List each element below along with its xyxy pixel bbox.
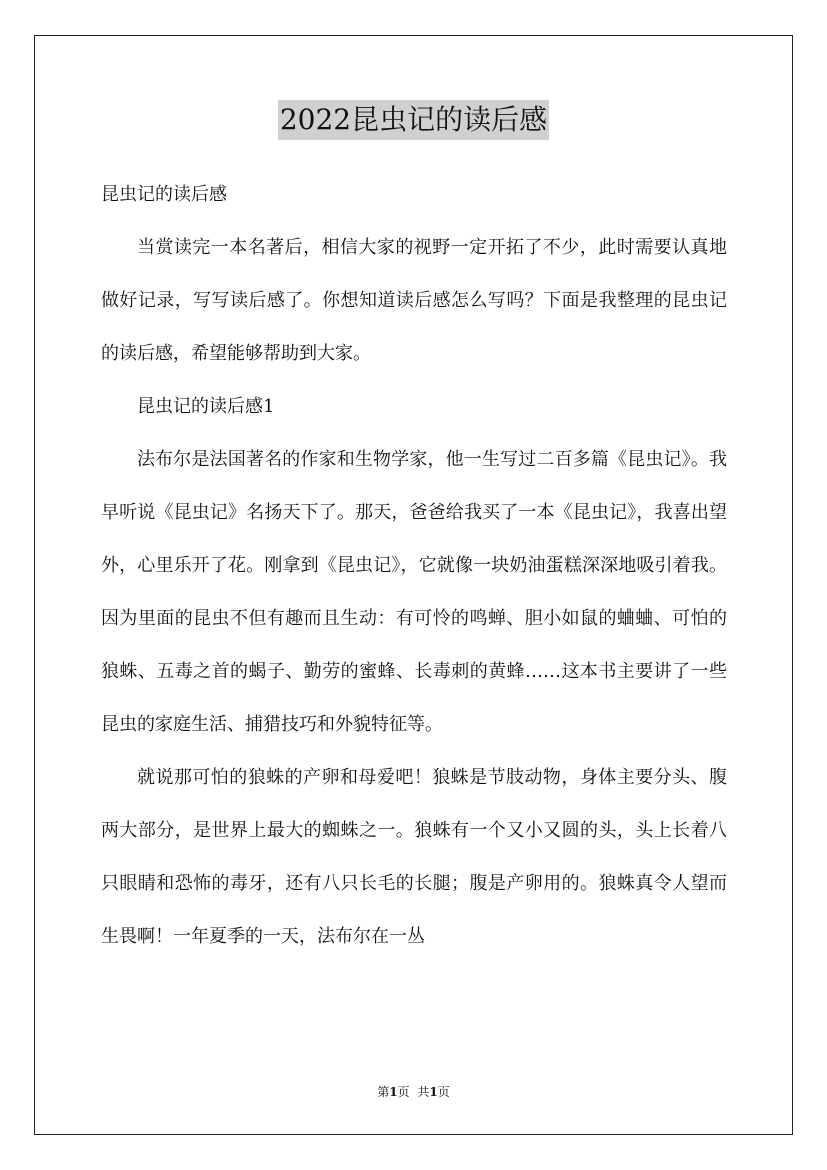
section-heading: 昆虫记的读后感1 bbox=[137, 396, 275, 417]
paragraph-body-2: 就说那可怕的狼蛛的产卵和母爱吧！狼蛛是节肢动物，身体主要分头、腹两大部分，是世界上最大的蜘蛛之一。狼蛛有一个又小又圆的头，头上长着八只眼睛和恐怖的毒牙，还有八只长毛的长腿；腹是产卵用的。狼蛛真令人望而生畏啊！一年夏季的一天，法布尔在一丛 bbox=[101, 767, 727, 947]
footer-page-number: 1 bbox=[389, 1085, 398, 1099]
page-footer bbox=[0, 1084, 827, 1100]
paragraph-body-1: 法布尔是法国著名的作家和生物学家，他一生写过二百多篇《昆虫记》。我早听说《昆虫记》名扬天下了。那天，爸爸给我买了一本《昆虫记》，我喜出望外，心里乐开了花。刚拿到《昆虫记》，它就像一块奶油蛋糕深深地吸引着我。因为里面的昆虫不但有趣而且生动：有可怜的鸣蝉、胆小如鼠的蛐蛐、可怕的狼蛛、五毒之首的蝎子、勤劳的蜜蜂、长毒刺的黄蜂……这本书主要讲了一些昆虫的家庭生活、捕猎技巧和外貌特征等。 bbox=[101, 449, 727, 735]
document-body bbox=[101, 168, 727, 963]
footer-page-suffix: 页 bbox=[397, 1085, 410, 1099]
document-title: 2022昆虫记的读后感 bbox=[278, 100, 549, 140]
footer-total-prefix: 共 bbox=[417, 1085, 430, 1099]
footer-total-suffix: 页 bbox=[437, 1085, 450, 1099]
footer-total-number: 1 bbox=[429, 1085, 438, 1099]
document-subtitle: 昆虫记的读后感 bbox=[101, 184, 227, 205]
title-container bbox=[0, 100, 827, 140]
footer-page-prefix: 第 bbox=[377, 1085, 390, 1099]
paragraph-intro: 当赏读完一本名著后，相信大家的视野一定开拓了不少，此时需要认真地做好记录，写写读后感了。你想知道读后感怎么写吗？下面是我整理的昆虫记的读后感，希望能够帮助到大家。 bbox=[101, 237, 727, 364]
